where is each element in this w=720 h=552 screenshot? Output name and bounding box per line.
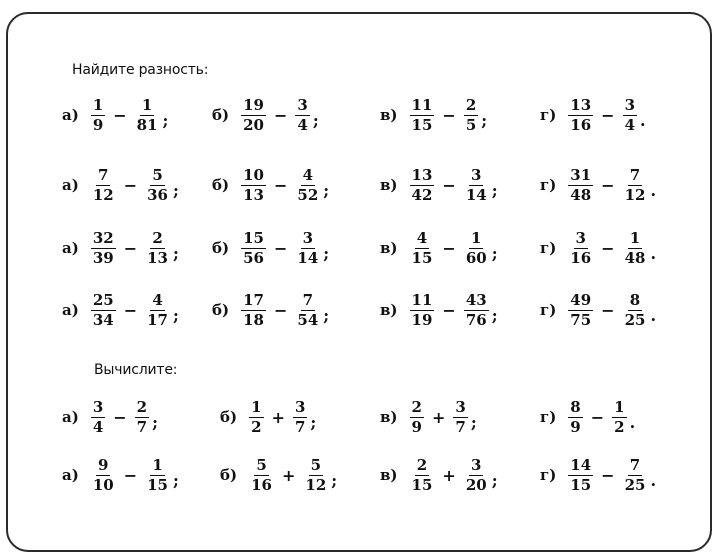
denominator: 7	[136, 417, 148, 436]
denominator: 60	[465, 248, 487, 267]
item-punctuation: ;	[312, 110, 319, 130]
fraction-second	[464, 230, 489, 267]
numerator: 5	[310, 455, 322, 474]
exercise-row	[0, 285, 720, 335]
numerator: 11	[411, 95, 433, 114]
fraction-first	[410, 97, 435, 134]
operator: −	[601, 238, 615, 258]
section-heading-difference: Найдите разность:	[72, 62, 209, 78]
denominator: 12	[305, 475, 327, 494]
operator: +	[281, 465, 296, 485]
denominator: 4	[624, 115, 636, 134]
item-letter: б)	[212, 239, 230, 257]
operator: −	[601, 465, 615, 485]
exercise-item	[212, 160, 329, 210]
item-letter: г)	[540, 408, 557, 426]
fraction-second	[293, 399, 307, 436]
item-punctuation: .	[640, 110, 646, 130]
denominator: 10	[92, 475, 114, 494]
operator: −	[442, 238, 456, 258]
numerator: 4	[152, 290, 163, 309]
denominator: 42	[411, 185, 433, 204]
fraction-second	[295, 292, 320, 329]
fraction-first	[241, 167, 266, 204]
fraction-second	[135, 97, 160, 134]
operator: −	[601, 105, 615, 125]
numerator: 4	[416, 228, 428, 247]
fraction-first	[241, 292, 266, 329]
numerator: 11	[411, 290, 433, 309]
denominator: 9	[92, 115, 104, 134]
numerator: 5	[256, 455, 267, 474]
item-punctuation: .	[650, 470, 657, 490]
denominator: 4	[92, 417, 104, 436]
numerator: 2	[465, 95, 477, 114]
fraction-second	[464, 167, 489, 204]
item-punctuation: ;	[323, 305, 330, 325]
numerator: 1	[471, 228, 482, 247]
item-punctuation: ;	[172, 470, 179, 490]
denominator: 14	[297, 248, 319, 267]
numerator: 1	[614, 397, 625, 416]
exercise-item	[62, 450, 179, 500]
fraction-first	[410, 230, 435, 267]
item-letter: г)	[540, 106, 557, 124]
exercise-item	[62, 392, 158, 442]
denominator: 20	[465, 475, 487, 494]
operator: −	[601, 175, 615, 195]
denominator: 2	[614, 417, 625, 436]
operator: +	[442, 465, 456, 485]
denominator: 15	[411, 475, 433, 494]
fraction-first	[410, 292, 435, 329]
numerator: 7	[302, 290, 314, 309]
item-letter: а)	[62, 466, 79, 484]
numerator: 3	[92, 397, 104, 416]
item-punctuation: ;	[481, 110, 488, 130]
fraction-first	[410, 457, 435, 494]
item-letter: в)	[380, 466, 398, 484]
fraction-second	[295, 230, 320, 267]
item-letter: б)	[212, 106, 230, 124]
numerator: 1	[251, 397, 262, 416]
numerator: 2	[411, 397, 422, 416]
denominator: 17	[147, 310, 168, 329]
fraction-first	[568, 97, 593, 134]
denominator: 36	[147, 185, 168, 204]
numerator: 3	[471, 455, 482, 474]
fraction-second	[453, 399, 467, 436]
item-letter: г)	[540, 239, 557, 257]
exercise-item	[380, 160, 498, 210]
fraction-first	[91, 167, 116, 204]
fraction-first	[241, 230, 266, 267]
numerator: 1	[92, 95, 104, 114]
numerator: 3	[624, 95, 636, 114]
item-punctuation: ;	[323, 243, 330, 263]
operator: −	[442, 105, 456, 125]
exercise-row	[0, 90, 720, 140]
fraction-second	[464, 457, 489, 494]
exercise-row	[0, 450, 720, 500]
numerator: 3	[294, 397, 306, 416]
exercise-item	[380, 392, 477, 442]
numerator: 3	[297, 95, 308, 114]
numerator: 8	[629, 290, 641, 309]
exercise-item	[540, 160, 656, 210]
item-punctuation: .	[650, 180, 657, 200]
fraction-second	[145, 457, 170, 494]
denominator: 7	[294, 417, 306, 436]
denominator: 25	[624, 475, 646, 494]
numerator: 1	[629, 228, 641, 247]
operator: −	[601, 300, 615, 320]
operator: −	[442, 300, 456, 320]
exercise-row	[0, 223, 720, 273]
numerator: 15	[243, 228, 264, 247]
denominator: 9	[570, 417, 581, 436]
fraction-first	[568, 457, 593, 494]
exercise-item	[380, 223, 498, 273]
fraction-first	[249, 399, 263, 436]
denominator: 16	[251, 475, 272, 494]
operator: −	[113, 407, 127, 427]
exercise-item	[62, 223, 179, 273]
fraction-first	[91, 457, 116, 494]
numerator: 13	[411, 165, 433, 184]
denominator: 9	[411, 417, 422, 436]
exercise-item	[212, 285, 329, 335]
numerator: 13	[570, 95, 592, 114]
operator: −	[442, 175, 456, 195]
item-letter: а)	[62, 301, 79, 319]
denominator: 15	[570, 475, 592, 494]
item-punctuation: ;	[162, 110, 169, 130]
numerator: 3	[302, 228, 314, 247]
fraction-second	[612, 399, 626, 436]
item-letter: в)	[380, 239, 398, 257]
fraction-first	[91, 292, 116, 329]
numerator: 5	[152, 165, 163, 184]
denominator: 48	[624, 248, 646, 267]
fraction-first	[91, 97, 105, 134]
item-letter: а)	[62, 408, 79, 426]
fraction-first	[91, 399, 105, 436]
exercise-item	[220, 392, 316, 442]
fraction-second	[145, 167, 170, 204]
numerator: 4	[302, 165, 314, 184]
denominator: 15	[411, 248, 433, 267]
fraction-first	[568, 167, 593, 204]
denominator: 2	[251, 417, 262, 436]
numerator: 17	[243, 290, 264, 309]
fraction-second	[303, 457, 328, 494]
numerator: 14	[570, 455, 592, 474]
item-punctuation: ;	[152, 412, 159, 432]
item-punctuation: ;	[172, 243, 179, 263]
operator: +	[271, 407, 285, 427]
exercise-item	[62, 160, 179, 210]
fraction-second	[464, 97, 478, 134]
denominator: 16	[570, 115, 592, 134]
denominator: 25	[624, 310, 646, 329]
fraction-second	[623, 457, 648, 494]
denominator: 19	[411, 310, 433, 329]
item-punctuation: .	[629, 412, 636, 432]
fraction-second	[295, 97, 309, 134]
denominator: 14	[465, 185, 487, 204]
item-letter: б)	[212, 301, 230, 319]
numerator: 32	[92, 228, 114, 247]
operator: −	[273, 105, 288, 125]
operator: −	[123, 175, 138, 195]
item-punctuation: ;	[491, 305, 498, 325]
item-punctuation: ;	[310, 412, 317, 432]
item-punctuation: .	[650, 243, 657, 263]
denominator: 34	[92, 310, 114, 329]
exercise-item	[62, 285, 179, 335]
fraction-second	[145, 292, 170, 329]
operator: −	[123, 465, 138, 485]
item-punctuation: ;	[491, 243, 498, 263]
exercise-item	[540, 90, 646, 140]
operator: −	[123, 238, 138, 258]
section-heading-calculate: Вычислите:	[94, 362, 178, 378]
item-letter: б)	[220, 408, 238, 426]
exercise-row	[0, 392, 720, 442]
item-letter: б)	[212, 176, 230, 194]
item-letter: в)	[380, 106, 398, 124]
item-letter: в)	[380, 408, 398, 426]
item-letter: а)	[62, 106, 79, 124]
numerator: 2	[136, 397, 148, 416]
item-punctuation: ;	[172, 180, 179, 200]
denominator: 13	[243, 185, 264, 204]
fraction-first	[249, 457, 274, 494]
numerator: 49	[570, 290, 592, 309]
numerator: 7	[629, 455, 641, 474]
denominator: 48	[570, 185, 592, 204]
item-punctuation: ;	[491, 470, 498, 490]
denominator: 15	[411, 115, 433, 134]
numerator: 8	[570, 397, 581, 416]
denominator: 4	[297, 115, 308, 134]
fraction-first	[241, 97, 266, 134]
item-letter: б)	[220, 466, 238, 484]
item-letter: г)	[540, 466, 557, 484]
numerator: 1	[152, 455, 163, 474]
denominator: 16	[570, 248, 592, 267]
operator: −	[273, 300, 288, 320]
numerator: 7	[629, 165, 641, 184]
fraction-first	[568, 292, 593, 329]
numerator: 2	[152, 228, 163, 247]
denominator: 39	[92, 248, 114, 267]
exercise-item	[540, 450, 656, 500]
denominator: 5	[465, 115, 477, 134]
fraction-second	[623, 167, 648, 204]
item-letter: г)	[540, 301, 557, 319]
denominator: 76	[465, 310, 487, 329]
item-letter: а)	[62, 176, 79, 194]
item-punctuation: ;	[491, 180, 498, 200]
numerator: 9	[98, 455, 109, 474]
numerator: 25	[92, 290, 114, 309]
fraction-second	[623, 292, 648, 329]
item-punctuation: ;	[331, 470, 338, 490]
denominator: 15	[147, 475, 168, 494]
item-letter: в)	[380, 301, 398, 319]
operator: −	[273, 175, 288, 195]
item-punctuation: ;	[323, 180, 330, 200]
item-punctuation: .	[650, 305, 657, 325]
operator: −	[113, 105, 127, 125]
denominator: 13	[147, 248, 168, 267]
fraction-second	[295, 167, 320, 204]
exercise-item	[540, 285, 656, 335]
numerator: 43	[465, 290, 487, 309]
item-letter: г)	[540, 176, 557, 194]
exercise-row	[0, 160, 720, 210]
numerator: 10	[243, 165, 264, 184]
fraction-second	[623, 230, 648, 267]
numerator: 3	[455, 397, 466, 416]
fraction-first	[410, 399, 424, 436]
denominator: 12	[624, 185, 646, 204]
denominator: 12	[92, 185, 114, 204]
exercise-item	[220, 450, 337, 500]
denominator: 18	[243, 310, 264, 329]
item-punctuation: ;	[470, 412, 477, 432]
fraction-second	[145, 230, 170, 267]
operator: −	[273, 238, 288, 258]
item-punctuation: ;	[172, 305, 179, 325]
item-letter: а)	[62, 239, 79, 257]
denominator: 54	[297, 310, 319, 329]
exercise-item	[540, 223, 656, 273]
denominator: 81	[136, 115, 158, 134]
exercise-item	[380, 90, 487, 140]
numerator: 31	[570, 165, 592, 184]
item-letter: в)	[380, 176, 398, 194]
fraction-first	[91, 230, 116, 267]
exercise-item	[212, 223, 329, 273]
exercise-item	[212, 90, 319, 140]
numerator: 2	[416, 455, 428, 474]
denominator: 75	[570, 310, 592, 329]
numerator: 3	[575, 228, 586, 247]
exercise-item	[380, 285, 498, 335]
numerator: 7	[98, 165, 109, 184]
denominator: 52	[297, 185, 319, 204]
fraction-first	[568, 399, 582, 436]
exercise-item	[540, 392, 635, 442]
fraction-second	[623, 97, 637, 134]
denominator: 20	[243, 115, 264, 134]
numerator: 3	[471, 165, 482, 184]
exercise-item	[62, 90, 168, 140]
fraction-first	[568, 230, 593, 267]
operator: −	[123, 300, 138, 320]
fraction-second	[464, 292, 489, 329]
denominator: 56	[243, 248, 264, 267]
numerator: 19	[243, 95, 264, 114]
fraction-second	[135, 399, 149, 436]
denominator: 7	[455, 417, 466, 436]
numerator: 1	[141, 95, 153, 114]
exercise-item	[380, 450, 498, 500]
fraction-first	[410, 167, 435, 204]
operator: −	[590, 407, 605, 427]
operator: +	[431, 407, 446, 427]
